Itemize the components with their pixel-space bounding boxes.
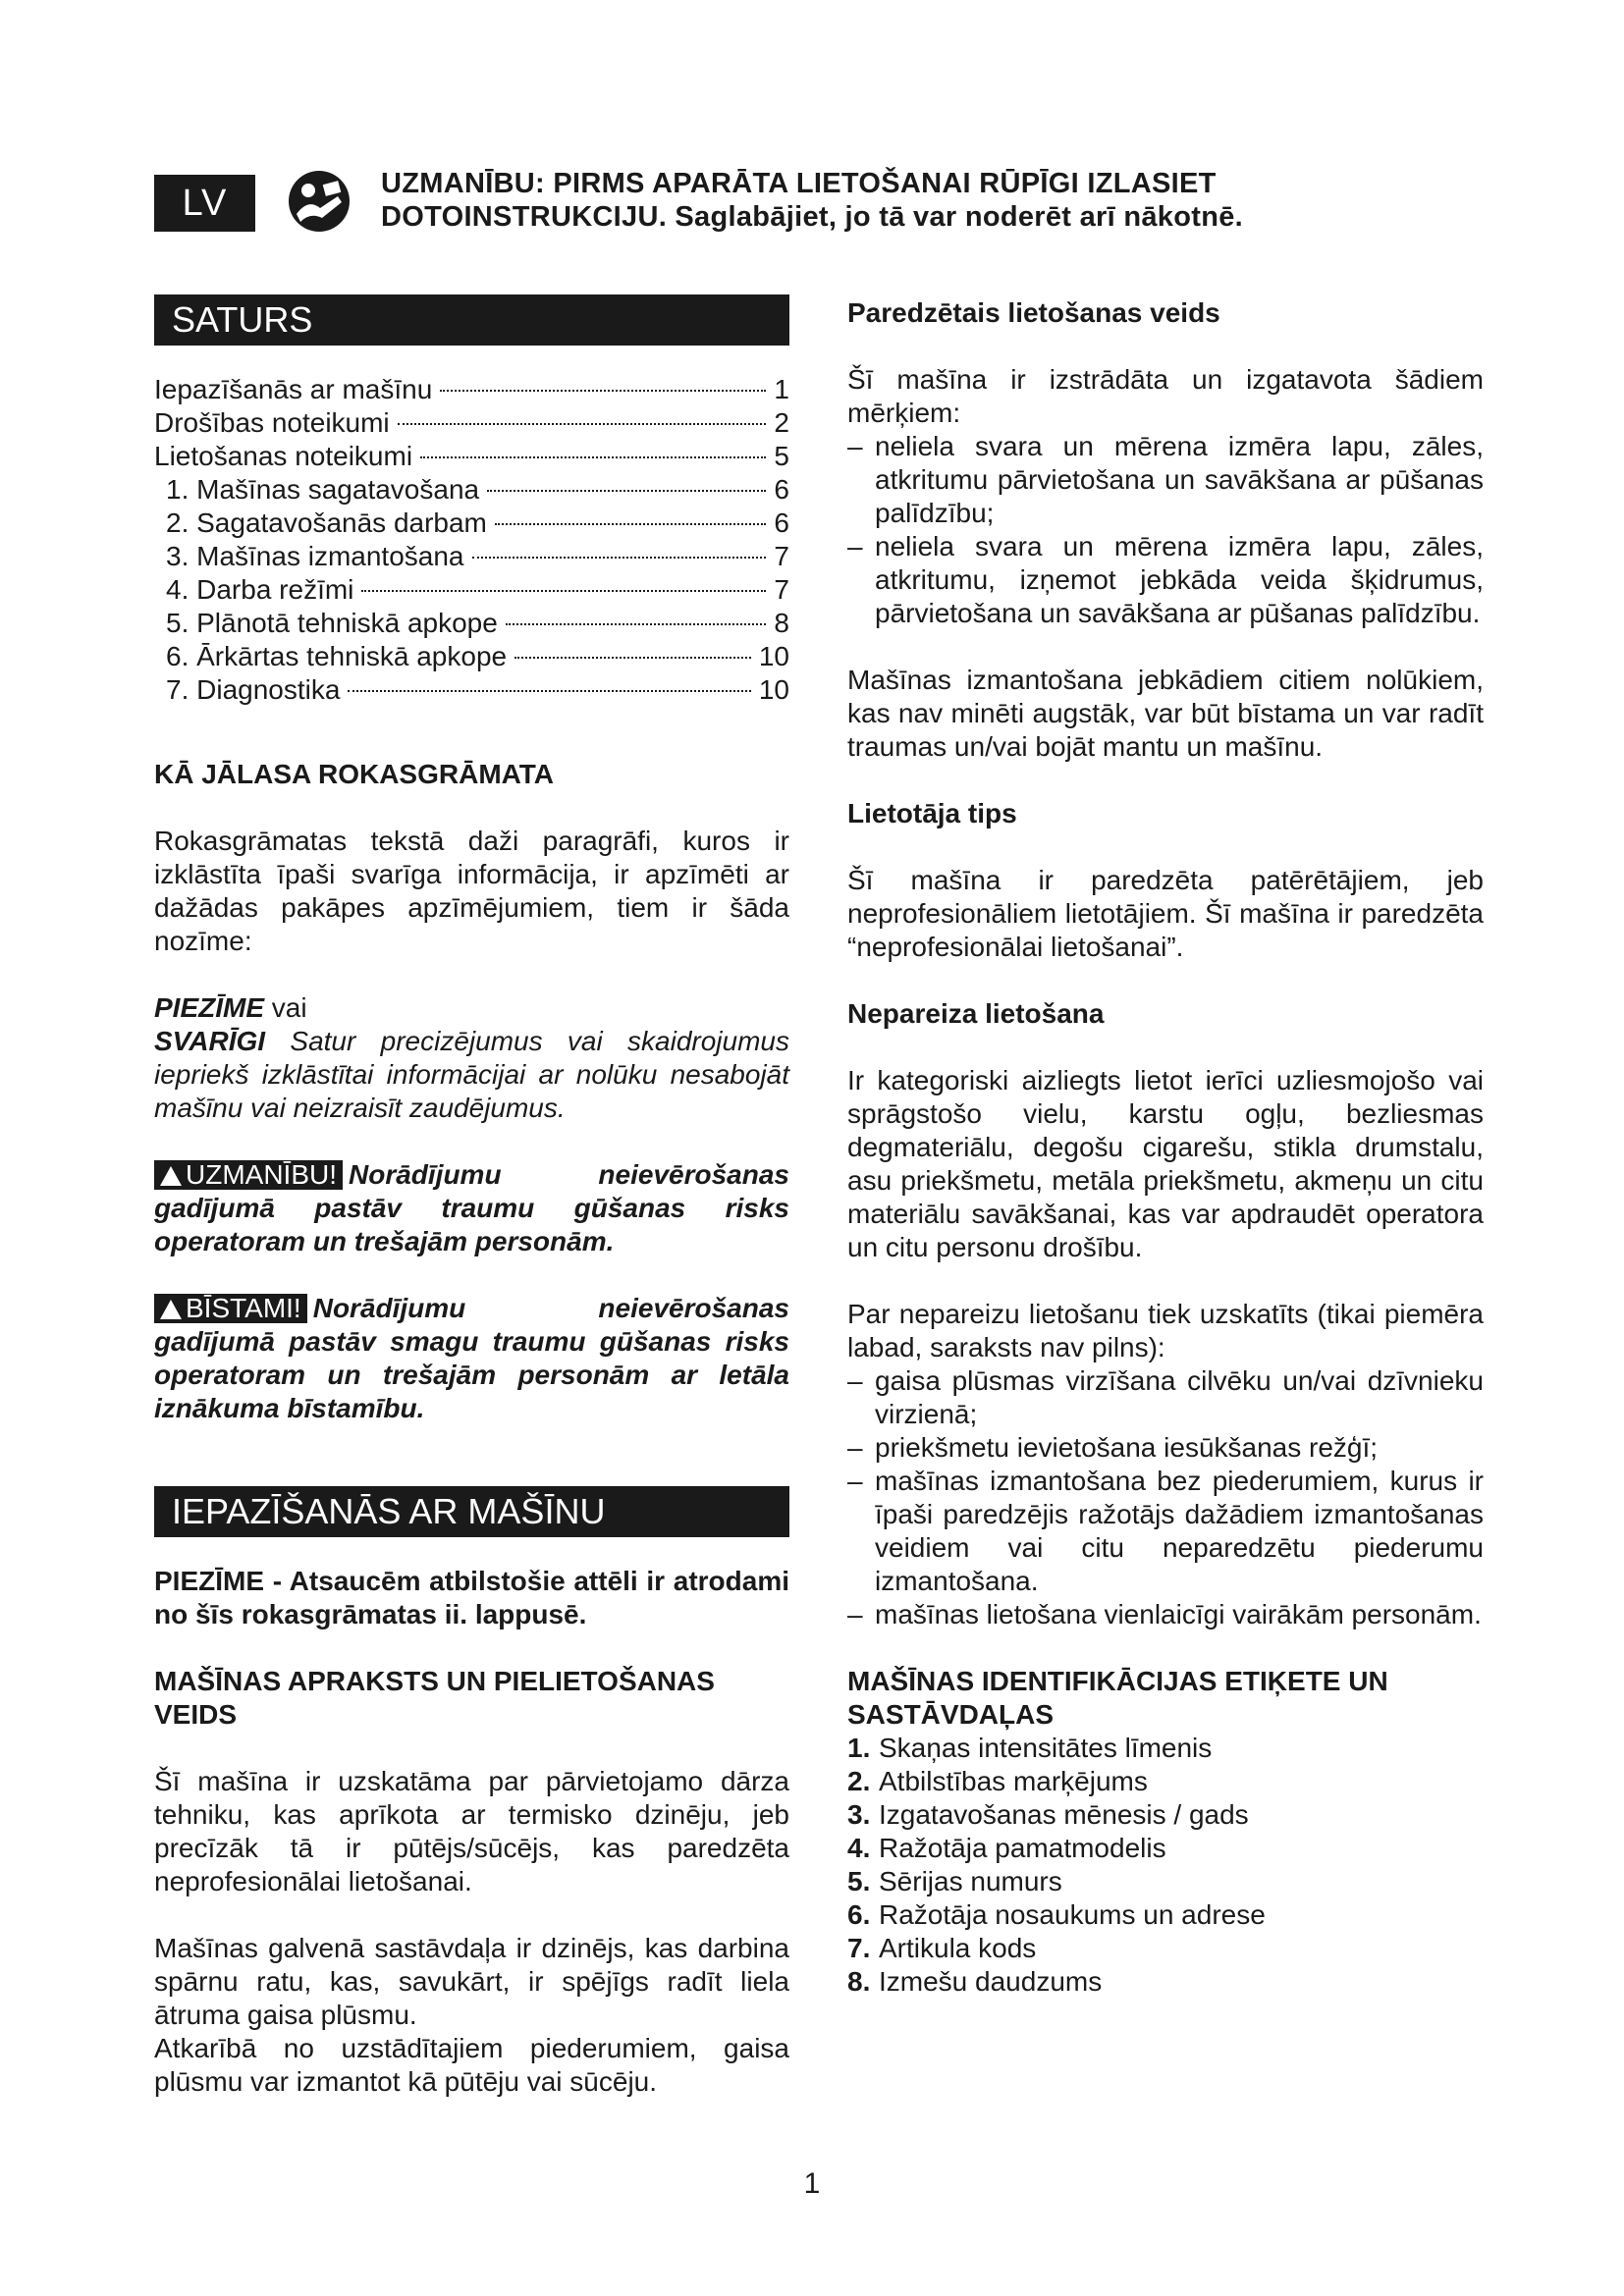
piezime-keyword: PIEZĪME — [154, 992, 265, 1023]
how-to-read-text: Rokasgrāmatas tekstā daži paragrāfi, kuros ir izklāstīta īpaši svarīga informācija, ir apzīmēti ar dažādas pakāpes apzīmējumiem, tiem ir šāda nozīme: — [154, 826, 789, 956]
misuse-paragraph-1: Ir kategoriski aizliegts lietot ierīci uzliesmojošo vai sprāgstošo vielu, karstu ogļu, bezliesmas degmateriālu, degošu cigarešu, stikla drumstalu, asu priekšmetu, metāla priekšmetu, akmeņu un citu materiālu savākšanai, kas var apdraudēt operatora un citu personu drošību. — [847, 1065, 1484, 1262]
toc-entry[interactable]: 3. Mašīnas izmantošana 7 — [166, 541, 789, 571]
description-paragraph-2: Mašīnas galvenā sastāvdaļa ir dzinējs, kas darbina spārnu ratu, kas, savukārt, ir spējīgs radīt liela ātruma gaisa plūsmu. — [154, 1933, 789, 2030]
toc-entry[interactable]: 6. Ārkārtas tehniskā apkope 10 — [166, 641, 789, 671]
toc-entry[interactable]: 7. Diagnostika 10 — [166, 674, 789, 705]
right-column — [847, 294, 1484, 1999]
description-paragraph-3: Atkarībā no uzstādītajiem piederumiem, gaisa plūsmu var izmantot kā pūtēju vai sūcēju. — [154, 2033, 789, 2097]
saturs-banner: SATURS — [154, 294, 789, 346]
uzmanibu-text: Norādījumu neievērošanas gadījumā pastāv traumu gūšanas risks operatoram un trešajām personām. — [154, 1159, 789, 1256]
header-warning — [381, 167, 1363, 234]
list-item: 7. Artikula kods — [847, 1933, 1037, 1963]
header-warning-line1: UZMANĪBU: PIRMS APARĀTA LIETOŠANAI RŪPĪGI IZLASIET — [381, 168, 1217, 199]
list-item: 8. Izmešu daudzums — [847, 1966, 1103, 1997]
svarigi-keyword: SVARĪGI — [154, 1026, 266, 1056]
toc-entry[interactable]: Iepazīšanās ar mašīnu 1 — [154, 374, 789, 404]
intended-use-list — [847, 430, 1484, 630]
intended-use-heading: Paredzētais lietošanas veids — [847, 297, 1220, 328]
toc-entry[interactable]: Lietošanas noteikumi 5 — [154, 441, 789, 471]
warning-triangle-icon — [160, 1166, 182, 1186]
how-to-read-heading: KĀ JĀLASA ROKASGRĀMATA — [154, 759, 555, 789]
list-item: – mašīnas lietošana vienlaicīgi vairākām personām. — [847, 1598, 1484, 1631]
toc-entry[interactable]: 4. Darba režīmi 7 — [166, 574, 789, 605]
list-item: – neliela svara un mērena izmēra lapu, zāles, atkritumu pārvietošana un savākšana ar pūšanas palīdzību; — [847, 430, 1484, 530]
piezime-reference: PIEZĪME - Atsaucēm atbilstošie attēli ir atrodami no šīs rokasgrāmatas ii. lappusē. — [154, 1566, 789, 1629]
bistami-warning — [154, 1292, 789, 1425]
uzmanibu-warning — [154, 1158, 789, 1258]
list-item: – neliela svara un mērena izmēra lapu, zāles, atkritumu, izņemot jebkāda veida šķidrumus, pārvietošana un savākšana ar pūšanas palīdzību. — [847, 530, 1484, 630]
svarigi-note — [154, 1025, 789, 1125]
intended-use-outro: Mašīnas izmantošana jebkādiem citiem nolūkiem, kas nav minēti augstāk, var būt bīstama un var radīt traumas un/vai bojāt mantu un mašīnu. — [847, 665, 1484, 762]
list-item: 4. Ražotāja pamatmodelis — [847, 1833, 1166, 1863]
list-item: 1. Skaņas intensitātes līmenis — [847, 1733, 1213, 1763]
list-item: 5. Sērijas numurs — [847, 1866, 1062, 1896]
bistami-badge: BĪSTAMI! — [154, 1294, 307, 1323]
misuse-heading: Nepareiza lietošana — [847, 998, 1105, 1029]
description-paragraph-1: Šī mašīna ir uzskatāma par pārvietojamo dārza tehniku, kas aprīkota ar termisko dzinēju, jeb precīzāk tā ir pūtējs/sūcējs, kas paredzēta neprofesionālai lietošanai. — [154, 1766, 789, 1896]
language-badge: LV — [154, 175, 255, 232]
toc-entry[interactable]: 5. Plānotā tehniskā apkope 8 — [166, 608, 789, 638]
intended-use-intro: Šī mašīna ir izstrādāta un izgatavota šādiem mērķiem: — [847, 364, 1484, 428]
page-number: 1 — [803, 2167, 821, 2200]
list-item: – priekšmetu ievietošana iesūkšanas režģī; — [847, 1431, 1484, 1465]
iepazisanas-banner: IEPAZĪŠANĀS AR MAŠĪNU — [154, 1486, 789, 1537]
warning-triangle-icon — [160, 1300, 182, 1319]
list-item: – mašīnas izmantošana bez piederumiem, kurus ir īpaši paredzējis ražotājs dažādiem izmantošanas veidiem vai citu neparedzētu piederumu izmantošana. — [847, 1465, 1484, 1598]
description-heading: MAŠĪNAS APRAKSTS UN PIELIETOŠANAS VEIDS — [154, 1666, 715, 1730]
user-type-heading: Lietotāja tips — [847, 798, 1017, 828]
bistami-text: Norādījumu neievērošanas gadījumā pastāv smagu traumu gūšanas risks operatoram un trešajām personām ar letāla iznākuma bīstamību. — [154, 1293, 789, 1423]
piezime-note — [154, 991, 789, 1025]
user-type-text: Šī mašīna ir paredzēta patērētājiem, jeb neprofesionāliem lietotājiem. Šī mašīna ir paredzēta “neprofesionālai lietošanai”. — [847, 865, 1484, 962]
misuse-paragraph-2: Par nepareizu lietošanu tiek uzskatīts (tikai piemēra labad, saraksts nav pilns): — [847, 1299, 1484, 1362]
list-item: 2. Atbilstības marķējums — [847, 1766, 1148, 1796]
list-item: 3. Izgatavošanas mēnesis / gads — [847, 1799, 1249, 1830]
misuse-list — [847, 1364, 1484, 1631]
left-column — [154, 294, 789, 2099]
toc-entry[interactable]: 2. Sagatavošanās darbam 6 — [166, 507, 789, 538]
identification-label-heading: MAŠĪNAS IDENTIFIKĀCIJAS ETIĶETE UN SASTĀVDAĻAS — [847, 1666, 1388, 1730]
uzmanibu-badge: UZMANĪBU! — [154, 1160, 343, 1190]
list-item: 6. Ražotāja nosaukums un adrese — [847, 1899, 1266, 1930]
table-of-contents — [154, 373, 789, 707]
list-item: – gaisa plūsmas virzīšana cilvēku un/vai dzīvnieku virzienā; — [847, 1364, 1484, 1431]
identification-label-list — [847, 1732, 1484, 1999]
read-manual-icon — [287, 169, 352, 234]
toc-entry[interactable]: 1. Mašīnas sagatavošana 6 — [166, 474, 789, 505]
header-warning-line2: DOTOINSTRUKCIJU. Saglabājiet, jo tā var noderēt arī nākotnē. — [381, 201, 1243, 233]
vai-text: vai — [271, 992, 307, 1023]
toc-entry[interactable]: Drošības noteikumi 2 — [154, 407, 789, 438]
svarigi-text: Satur precizējumus vai skaidrojumus iepriekš izklāstītai informācijai ar nolūku nesabojāt mašīnu vai neizraisīt zaudējumus. — [154, 1026, 789, 1123]
